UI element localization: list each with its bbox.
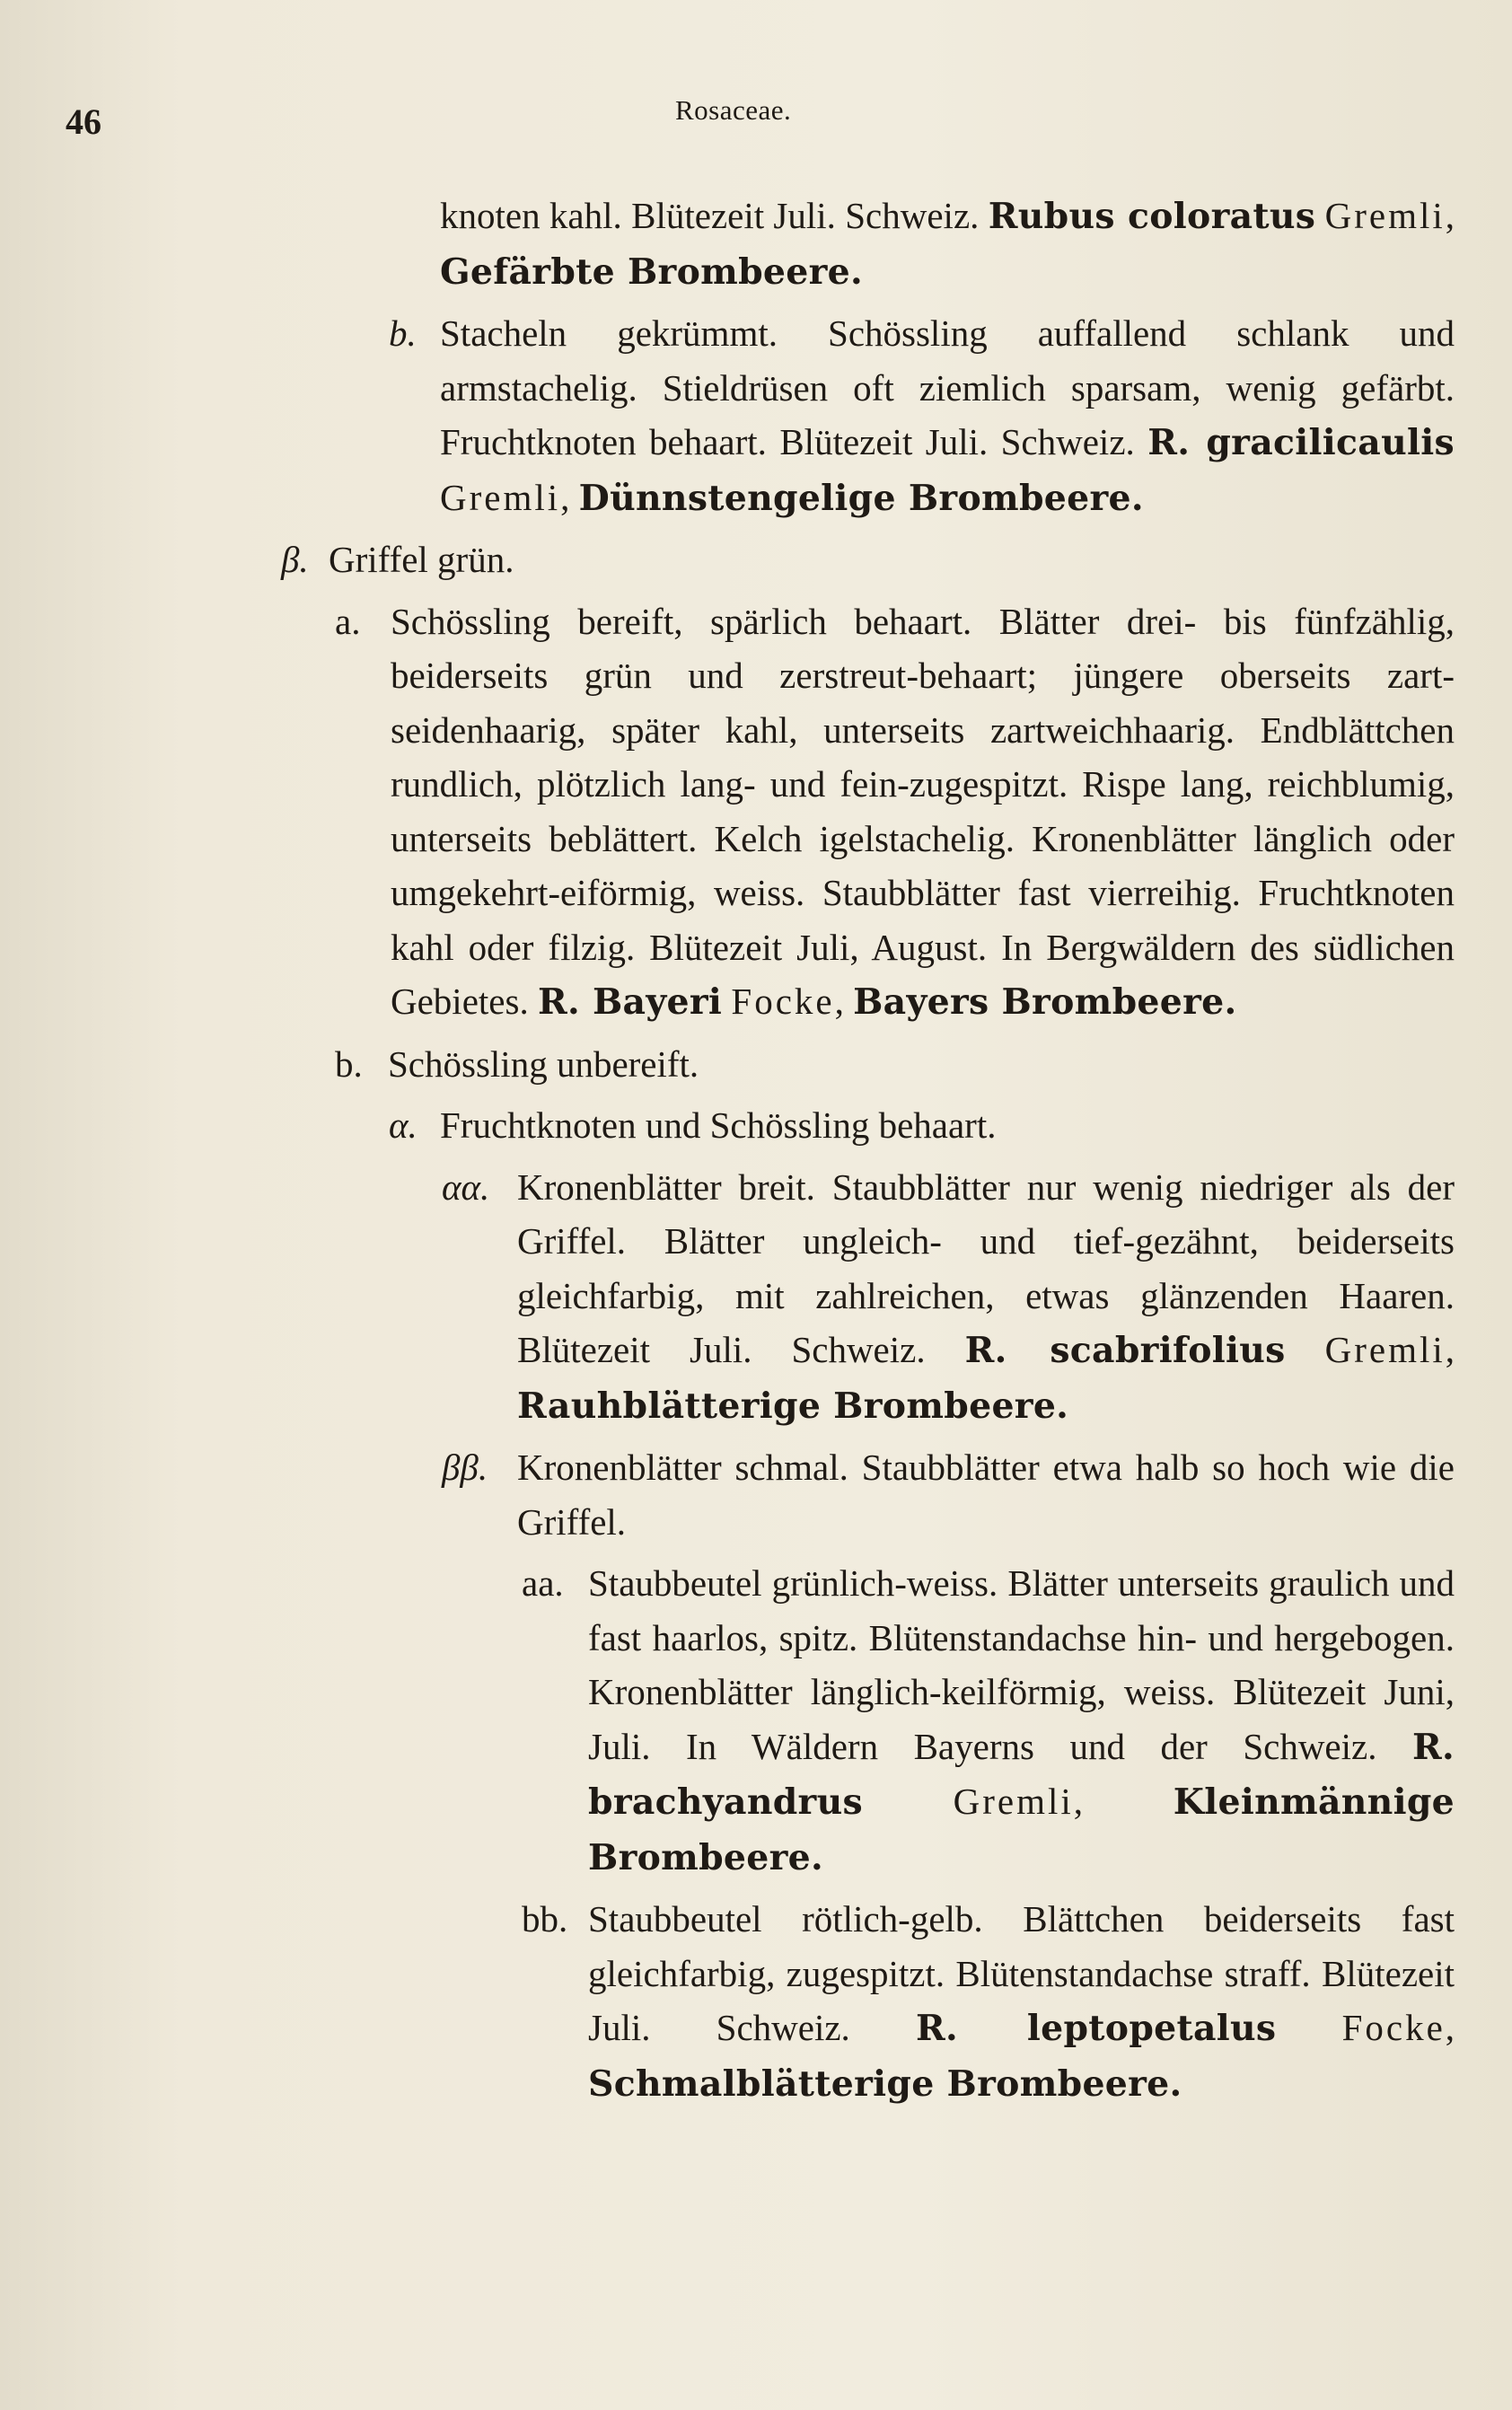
species-name: R. brachyandrus xyxy=(588,1726,1455,1823)
entry-text: Kronenblätter breit. Staubblätter nur wenig niedriger als der Griffel. Blätter ungleich- und tief-gezähnt, beiderseits gleichfarbig, mit zahlreichen, etwas glänzenden Haaren. Blütezeit Juli. Schweiz. xyxy=(517,1165,1455,1370)
separator: , xyxy=(834,981,854,1022)
author-name: Gremli xyxy=(1324,195,1446,236)
entry-text: Kronenblätter schmal. Staubblätter etwa halb so hoch wie die Griffel. xyxy=(517,1447,1455,1543)
entry-marker: αα. xyxy=(442,1165,490,1208)
entry-brachyandrus xyxy=(522,1556,1455,1885)
entry-gracilicaulis xyxy=(389,306,1455,525)
entry-text: Schössling bereift, spärlich behaart. Blätter drei- bis fünfzählig, beiderseits grün und zerstreut-behaart; jüngere oberseits zart-seidenhaarig, später kahl, unterseits zartweichhaarig. Endblättchen rundlich, plötzlich lang- und fein-zugespitzt. Rispe lang, reichblumig, unterseits beblättert. Kelch igelstachelig. Kronenblätter länglich oder umgekehrt-eiförmig, weiss. Staubblätter fast vierreihig. Fruchtknoten kahl oder filzig. Blütezeit Juli, August. In Bergwäldern des südlichen Gebietes. xyxy=(391,600,1455,1022)
page-number: 46 xyxy=(66,101,101,142)
species-name: Rubus coloratus xyxy=(988,196,1316,237)
common-name: Bayers Brombeere. xyxy=(853,981,1237,1023)
common-name: Rauhblätterige Brombeere. xyxy=(517,1385,1069,1427)
species-name: R. Bayeri xyxy=(537,981,723,1023)
species-name: R. leptopetalus xyxy=(915,2008,1277,2049)
entry-text: Staubbeutel grünlich-weiss. Blätter unterseits graulich und fast haarlos, spitz. Blütenstandachse hin- und hergebogen. Kronenblätter länglich-keilförmig, weiss. Blütezeit Juni, Juli. In Wäldern Bayerns und der Schweiz. xyxy=(588,1562,1455,1767)
entry-marker: aa. xyxy=(522,1562,564,1604)
entry-text: Staubbeutel rötlich-gelb. Blättchen beiderseits fast gleichfarbig, zugespitzt. Blütenstandachse straff. Blütezeit Juli. Schweiz. xyxy=(588,1898,1455,2048)
entry-marker: β. xyxy=(281,539,309,580)
separator: , xyxy=(560,476,579,518)
separator: , xyxy=(1445,1329,1455,1370)
common-name: Gefärbte Brombeere. xyxy=(440,251,863,293)
entry-rubus-coloratus xyxy=(440,189,1455,299)
separator: , xyxy=(1445,2007,1455,2048)
running-head: Rosaceae. xyxy=(675,94,792,126)
entry-unbereift xyxy=(335,1037,1455,1092)
author-name: Gremli xyxy=(953,1781,1074,1822)
common-name: Dünnstengelige Brombeere. xyxy=(578,477,1144,519)
entry-text: knoten kahl. Blütezeit Juli. Schweiz. xyxy=(440,195,989,236)
entry-text: Schössling unbereift. xyxy=(388,1042,699,1085)
entry-marker: ββ. xyxy=(442,1447,488,1488)
page-body xyxy=(0,189,1512,2111)
entry-bayeri xyxy=(335,594,1455,1030)
species-name: R. scabrifolius xyxy=(964,1330,1286,1371)
entry-marker: b. xyxy=(389,312,417,354)
entry-fruchtknoten-behaart xyxy=(389,1098,1455,1153)
author-name: Gremli xyxy=(440,476,561,518)
author-name: Gremli xyxy=(1324,1329,1446,1370)
entry-marker: a. xyxy=(335,600,361,642)
entry-marker: bb. xyxy=(522,1898,568,1939)
entry-marker: α. xyxy=(389,1104,418,1146)
entry-marker: b. xyxy=(335,1042,363,1085)
entry-leptopetalus xyxy=(522,1892,1455,2111)
author-name: Focke xyxy=(1341,2007,1446,2048)
entry-text: Griffel grün. xyxy=(329,539,514,580)
common-name: Schmalblätterige Brombeere. xyxy=(588,2063,1182,2105)
entry-text: Fruchtknoten und Schössling behaart. xyxy=(440,1104,997,1146)
species-name: R. gracilicaulis xyxy=(1147,422,1455,463)
entry-griffel-gruen xyxy=(281,532,1455,587)
separator: , xyxy=(1445,195,1455,236)
entry-text: Stacheln gekrümmt. Schössling auffallend schlank und armstachelig. Stieldrüsen oft ziemlich sparsam, wenig gefärbt. Fruchtknoten behaart. Blütezeit Juli. Schweiz. xyxy=(440,312,1455,462)
separator: , xyxy=(1073,1781,1174,1822)
page-header xyxy=(0,90,1512,162)
author-name: Focke xyxy=(731,981,835,1022)
entry-scabrifolius xyxy=(442,1160,1455,1434)
common-name: Kleinmännige Brombeere. xyxy=(588,1781,1455,1878)
entry-kronenblaetter-schmal xyxy=(442,1440,1455,1549)
